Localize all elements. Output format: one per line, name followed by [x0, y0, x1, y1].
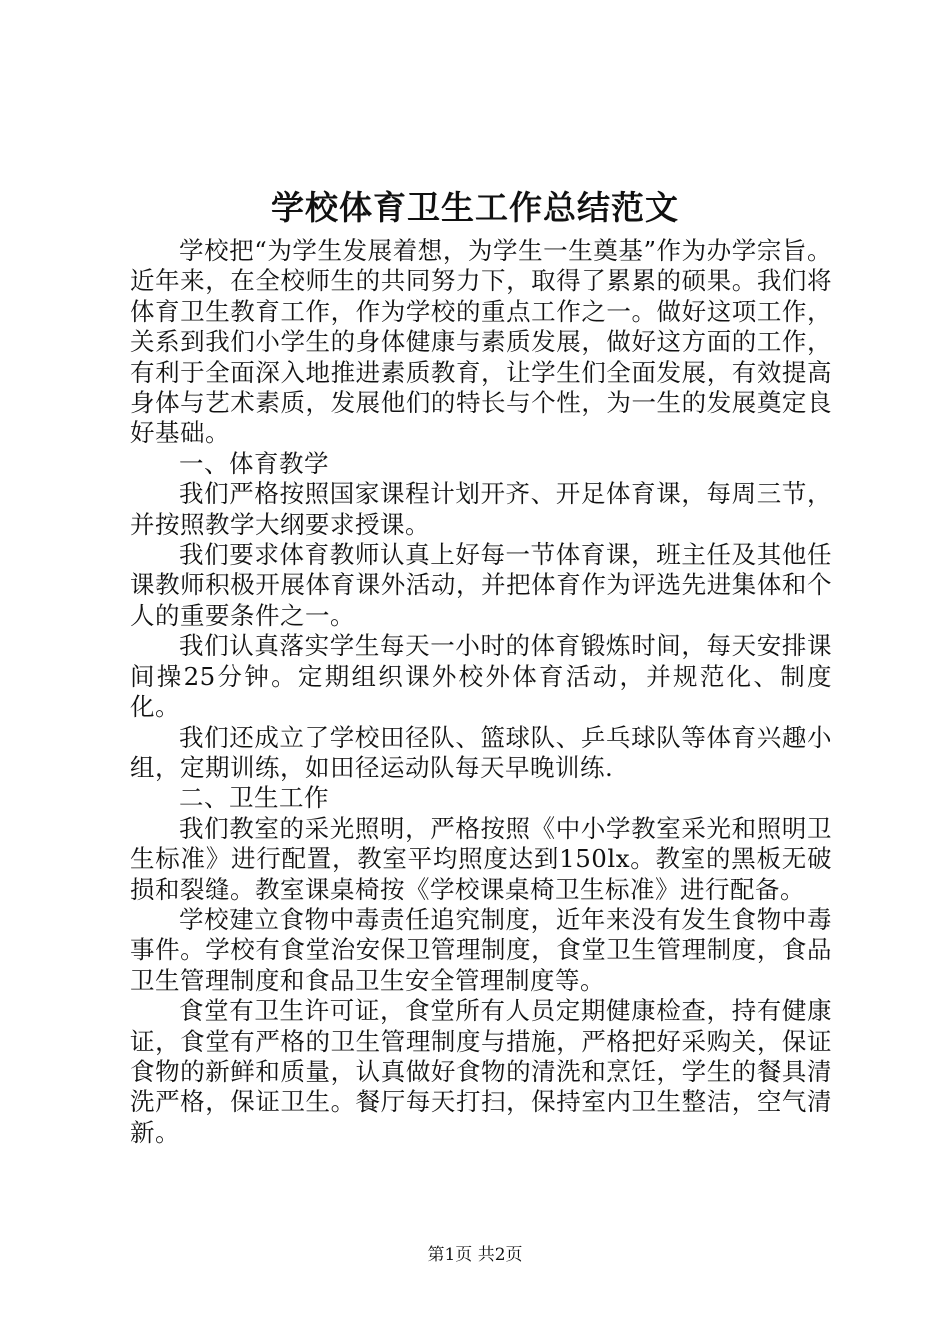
- paragraph: 食堂有卫生许可证，食堂所有人员定期健康检查，持有健康证，食堂有严格的卫生管理制度与措施，严格把好采购关，保证食物的新鲜和质量，认真做好食物的清洗和烹饪，学生的餐具清洗严格，保证卫生。餐厅每天打扫，保持室内卫生整洁，空气清新。: [130, 996, 832, 1147]
- paragraph: 我们还成立了学校田径队、篮球队、乒乓球队等体育兴趣小组，定期训练，如田径运动队每天早晚训练.: [130, 722, 832, 782]
- paragraph: 我们要求体育教师认真上好每一节体育课，班主任及其他任课教师积极开展体育课外活动，并把体育作为评选先进集体和个人的重要条件之一。: [130, 540, 832, 630]
- document-body: [130, 236, 832, 1148]
- paragraph-intro: 学校把“为学生发展着想，为学生一生奠基”作为办学宗旨。近年来，在全校师生的共同努力下，取得了累累的硕果。我们将体育卫生教育工作，作为学校的重点工作之一。做好这项工作，关系到我们小学生的身体健康与素质发展，做好这方面的工作，有利于全面深入地推进素质教育，让学生们全面发展，有效提高身体与艺术素质，发展他们的特长与个性，为一生的发展奠定良好基础。: [130, 236, 832, 448]
- section-heading-pe: 一、体育教学: [179, 448, 329, 478]
- page-footer: 第1页 共2页: [427, 1245, 523, 1265]
- document-title: 学校体育卫生工作总结范文: [271, 188, 679, 227]
- paragraph: 我们严格按照国家课程计划开齐、开足体育课，每周三节，并按照教学大纲要求授课。: [130, 479, 832, 539]
- paragraph: 我们教室的采光照明，严格按照《中小学教室采光和照明卫生标准》进行配置，教室平均照度达到150lx。教室的黑板无破损和裂缝。教室课桌椅按《学校课桌椅卫生标准》进行配备。: [130, 813, 832, 904]
- paragraph: 学校建立食物中毒责任追究制度，近年来没有发生食物中毒事件。学校有食堂治安保卫管理制度，食堂卫生管理制度，食品卫生管理制度和食品卫生安全管理制度等。: [130, 904, 832, 995]
- paragraph: 我们认真落实学生每天一小时的体育锻炼时间，每天安排课间操25分钟。定期组织课外校外体育活动，并规范化、制度化。: [130, 631, 832, 722]
- section-heading-hygiene: 二、卫生工作: [179, 783, 329, 813]
